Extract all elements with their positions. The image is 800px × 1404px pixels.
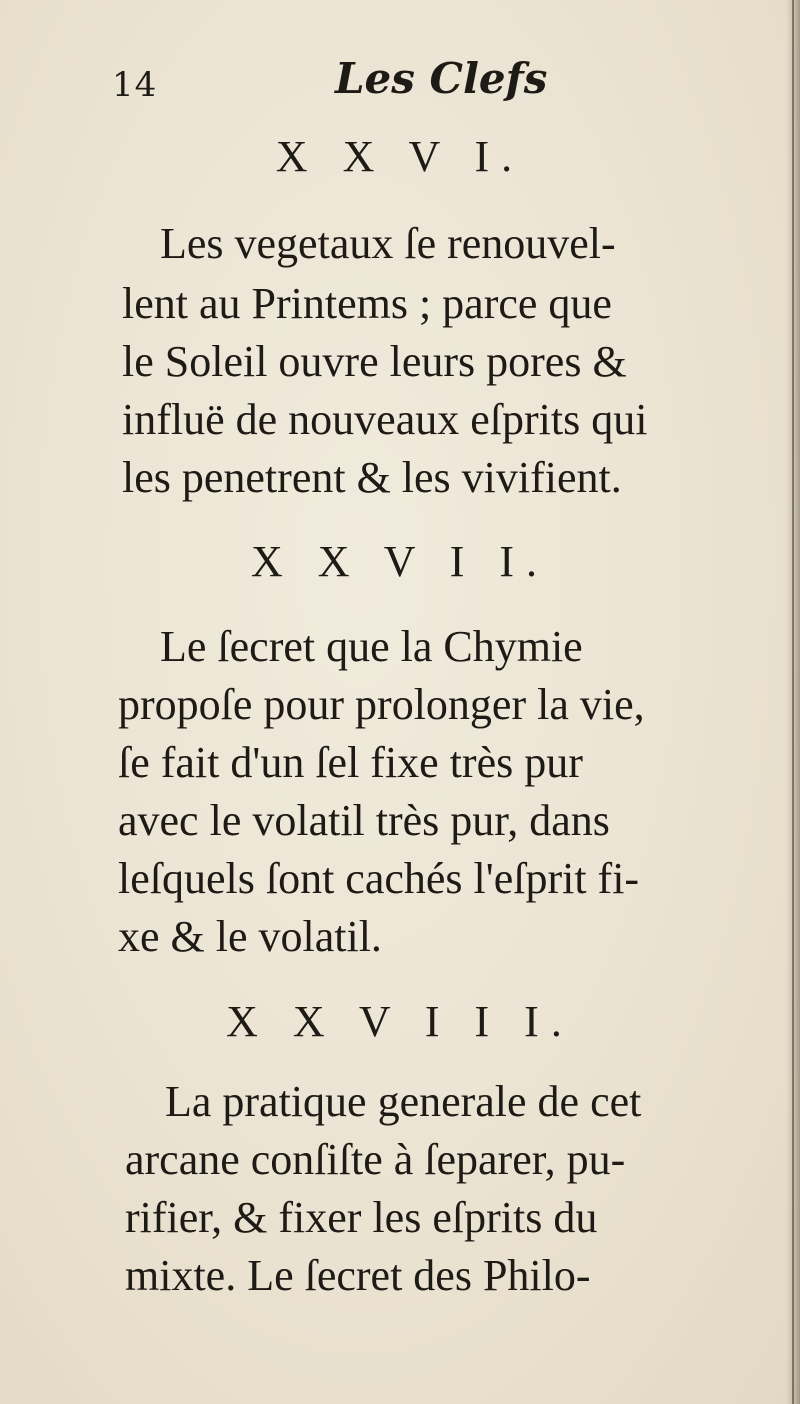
text-line: lent au Printems ; parce que xyxy=(122,279,612,328)
text-line: ſe fait d'un ſel fixe très pur xyxy=(118,738,583,787)
text-line: influë de nouveaux eſprits qui xyxy=(122,395,648,444)
section-heading: X X V I I I. xyxy=(226,997,574,1046)
text-line: propoſe pour prolonger la vie, xyxy=(118,680,645,729)
text-line: La pratique generale de cet xyxy=(165,1077,642,1126)
text-line: avec le volatil très pur, dans xyxy=(118,796,610,845)
text-line: rifier, & fixer les eſprits du xyxy=(125,1193,598,1242)
text-line: xe & le volatil. xyxy=(118,912,382,961)
text-line: mixte. Le ſecret des Philo- xyxy=(125,1251,591,1300)
text-line: Les vegetaux ſe renouvel- xyxy=(160,219,616,268)
text-line: les penetrent & les vivifient. xyxy=(122,453,622,502)
running-head: Les Clefs xyxy=(335,54,548,103)
text-line: arcane conſiſte à ſeparer, pu- xyxy=(125,1135,626,1184)
page-number: 14 xyxy=(112,65,158,105)
text-line: le Soleil ouvre leurs pores & xyxy=(122,337,627,386)
text-line: Le ſecret que la Chymie xyxy=(160,622,583,671)
section-heading: X X V I. xyxy=(275,132,525,181)
section-heading: X X V I I. xyxy=(250,537,550,586)
page-edge-line xyxy=(792,0,794,1404)
text-line: leſquels ſont cachés l'eſprit fi- xyxy=(118,854,640,903)
